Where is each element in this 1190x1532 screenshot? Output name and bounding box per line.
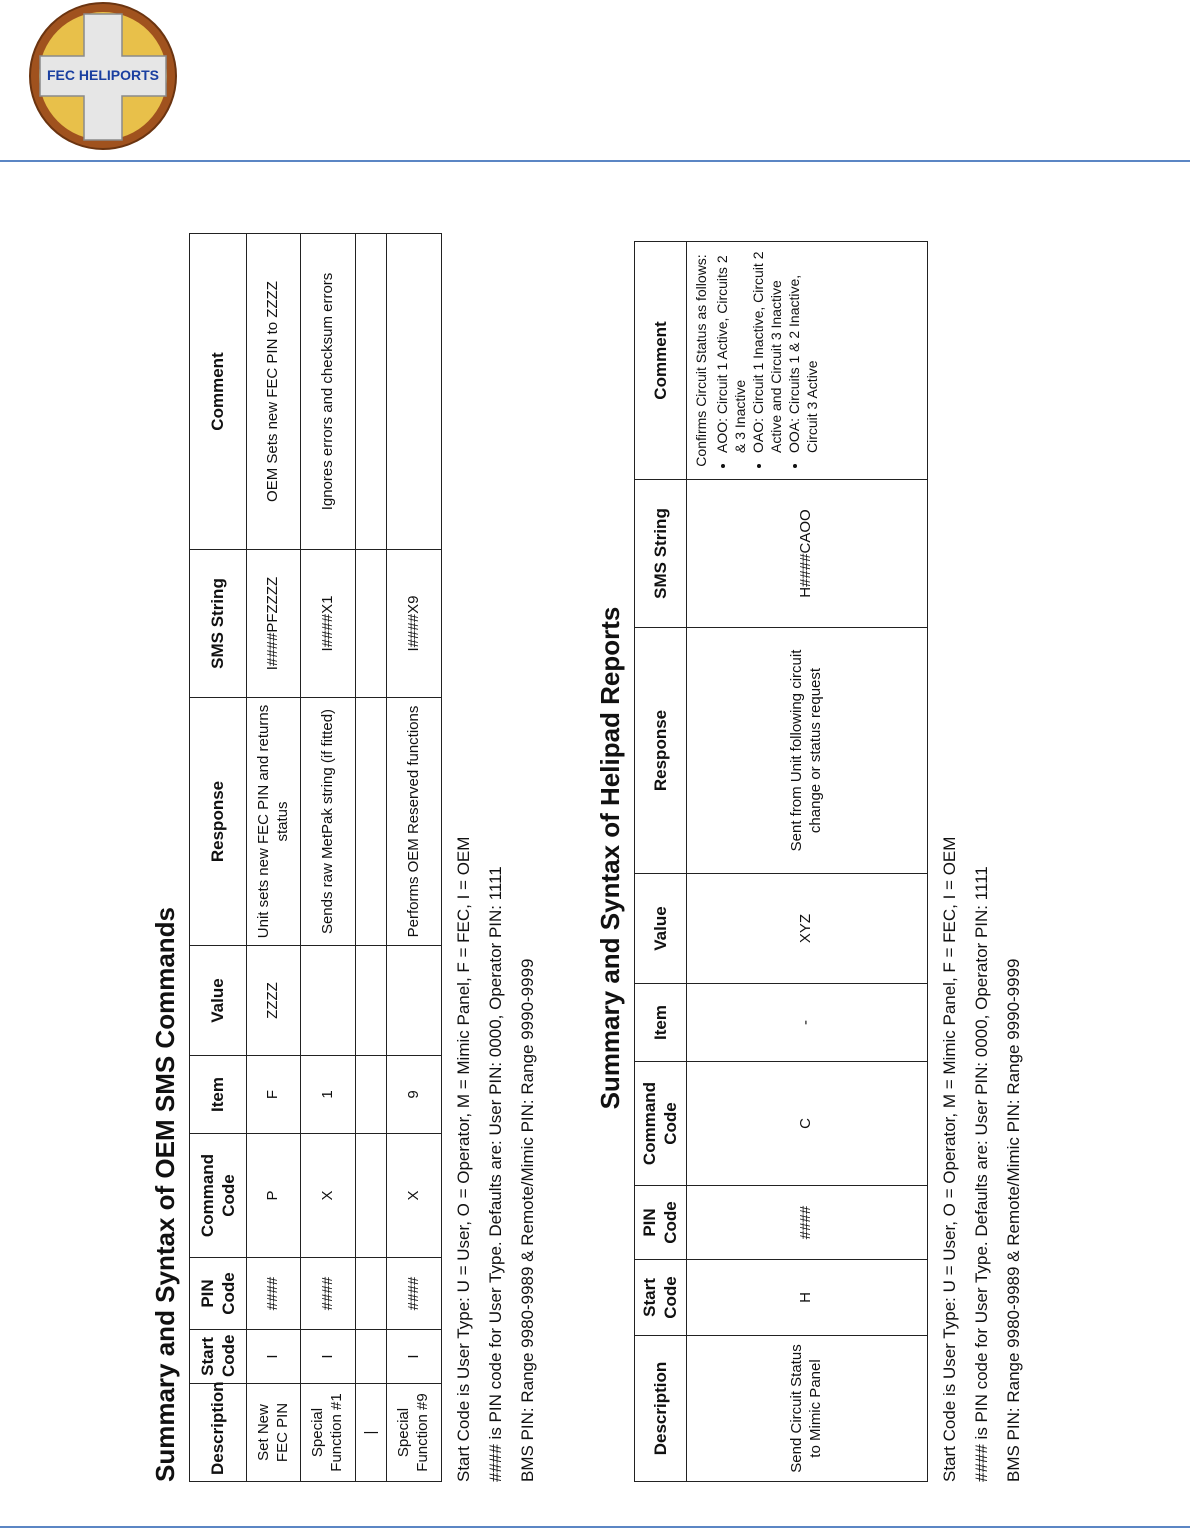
cell-command: X [387, 1134, 442, 1258]
list-item: • OAO: Circuit 1 Inactive, Circuit 2 Active and Circuit 3 Inactive [750, 248, 785, 453]
column-header: Description [635, 1336, 687, 1482]
cell-description: Special Function #1 [301, 1384, 356, 1482]
cell-comment: Ignores errors and checksum errors [301, 234, 356, 550]
cell-item: F [247, 1056, 301, 1134]
cell-response: Sent from Unit following circuit change or status request [686, 628, 927, 874]
cell-item: 9 [387, 1056, 442, 1134]
cell-command: C [686, 1062, 927, 1186]
cell-item: - [686, 984, 927, 1062]
column-header: SMS String [635, 480, 687, 628]
column-header: PIN Code [635, 1186, 687, 1260]
cell-start: H [686, 1260, 927, 1336]
column-header: Response [635, 628, 687, 874]
footer-rule [0, 1526, 1190, 1528]
fec-heliports-logo [26, 0, 180, 152]
cell-value: XYZ [686, 874, 927, 984]
column-header: Comment [635, 242, 687, 480]
column-header: Comment [190, 234, 247, 550]
cell-description: Send Circuit Status to Mimic Panel [686, 1336, 927, 1482]
table-row [301, 234, 356, 1482]
oem-sms-commands-table [189, 233, 442, 1482]
table-row [247, 234, 301, 1482]
note-line: #### is PIN code for User Type. Defaults are: User PIN: 0000, Operator PIN: 1111 [486, 866, 505, 1482]
cell-response: Unit sets new FEC PIN and returns status [247, 698, 301, 946]
column-header: Start Code [190, 1330, 247, 1384]
table-row [356, 234, 387, 1482]
column-header: Response [190, 698, 247, 946]
oem-sms-commands-section [150, 232, 544, 1482]
cell-pin: #### [247, 1258, 301, 1330]
column-header: SMS String [190, 550, 247, 698]
cell-comment: OEM Sets new FEC PIN to ZZZZ [247, 234, 301, 550]
column-header: Command Code [635, 1062, 687, 1186]
cell-sms: I####X1 [301, 550, 356, 698]
cell-pin [356, 1258, 387, 1330]
cell-description: Special Function #9 [387, 1384, 442, 1482]
notes [448, 232, 544, 1482]
table-header-row [635, 242, 687, 1482]
cell-command [356, 1134, 387, 1258]
cell-description: Set New FEC PIN [247, 1384, 301, 1482]
cell-sms: I####PFZZZZ [247, 550, 301, 698]
cell-command: X [301, 1134, 356, 1258]
cell-comment [387, 234, 442, 550]
cell-response [356, 698, 387, 946]
note-line: #### is PIN code for User Type. Defaults are: User PIN: 0000, Operator PIN: 1111 [971, 866, 991, 1482]
cell-value: ZZZZ [247, 946, 301, 1056]
column-header: Item [190, 1056, 247, 1134]
helipad-reports-table [634, 241, 928, 1482]
cell-start [356, 1330, 387, 1384]
cell-comment [356, 234, 387, 550]
comment-list [714, 248, 821, 473]
list-item: • AOO: Circuit 1 Active, Circuits 2 & 3 Inactive [714, 248, 749, 453]
section-title: Summary and Syntax of Helipad Reports [595, 606, 625, 1110]
cell-start: I [247, 1330, 301, 1384]
header-rule [0, 160, 1190, 162]
note-line: Start Code is User Type: U = User, O = Operator, M = Mimic Panel, F = FEC, I = OEM [454, 836, 473, 1482]
cell-value [356, 946, 387, 1056]
table-row [686, 242, 927, 1482]
cell-response: Performs OEM Reserved functions [387, 698, 442, 946]
cell-comment [686, 242, 927, 480]
notes [934, 232, 1030, 1482]
note-line: BMS PIN: Range 9980-9989 & Remote/Mimic PIN: Range 9990-9999 [1003, 958, 1023, 1482]
cell-item [356, 1056, 387, 1134]
cell-command: P [247, 1134, 301, 1258]
comment-intro: Confirms Circuit Status as follows: [692, 254, 709, 467]
column-header: Description [190, 1384, 247, 1482]
table-header-row [190, 234, 247, 1482]
list-item: • OOA: Circuits 1 & 2 Inactive, Circuit 3 Active [786, 248, 821, 453]
logo-text: FEC HELIPORTS [46, 67, 160, 83]
column-header: Item [635, 984, 687, 1062]
cell-value [387, 946, 442, 1056]
cell-response: Sends raw MetPak string (if fitted) [301, 698, 356, 946]
cell-pin: #### [686, 1186, 927, 1260]
cell-value [301, 946, 356, 1056]
cell-pin: #### [301, 1258, 356, 1330]
column-header: Value [635, 874, 687, 984]
cell-description: | [356, 1384, 387, 1482]
cell-sms: H####CAOO [686, 480, 927, 628]
cell-sms [356, 550, 387, 698]
table-row [387, 234, 442, 1482]
column-header: Command Code [190, 1134, 247, 1258]
cell-sms: I####X9 [387, 550, 442, 698]
helipad-reports-section [595, 232, 1030, 1482]
note-line: BMS PIN: Range 9980-9989 & Remote/Mimic PIN: Range 9990-9999 [518, 958, 537, 1482]
column-header: Start Code [635, 1260, 687, 1336]
cell-pin: #### [387, 1258, 442, 1330]
column-header: PIN Code [190, 1258, 247, 1330]
note-line: Start Code is User Type: U = User, O = Operator, M = Mimic Panel, F = FEC, I = OEM [939, 836, 959, 1482]
cell-start: I [387, 1330, 442, 1384]
cell-item: 1 [301, 1056, 356, 1134]
cell-start: I [301, 1330, 356, 1384]
section-title: Summary and Syntax of OEM SMS Commands [150, 906, 180, 1482]
column-header: Value [190, 946, 247, 1056]
